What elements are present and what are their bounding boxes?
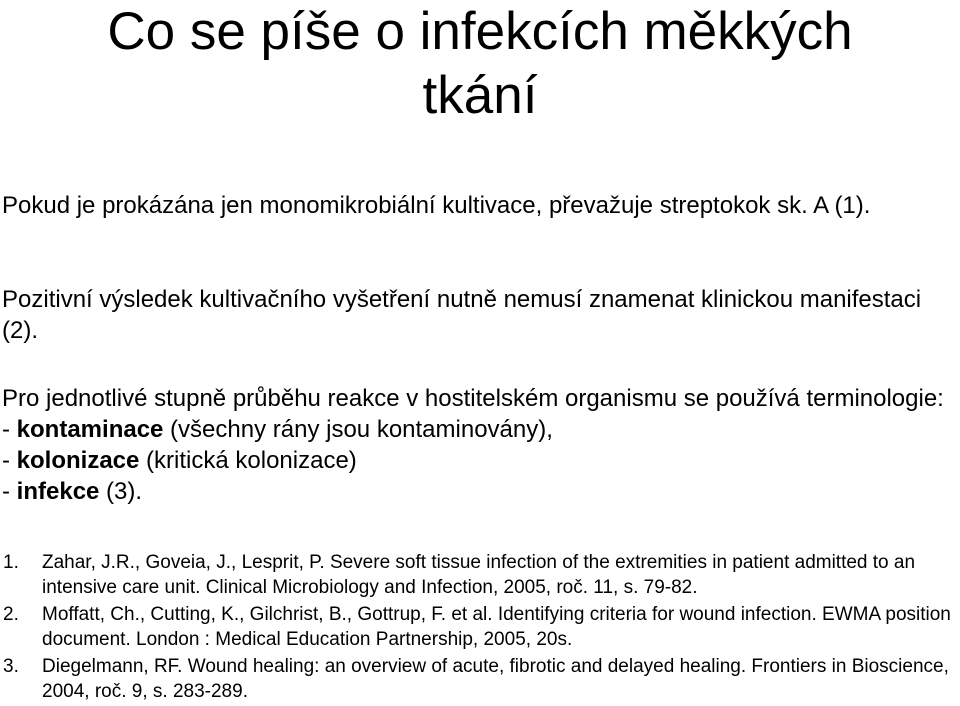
term-line-infection — [2, 476, 952, 507]
term-description: (kritická kolonizace) — [139, 447, 357, 474]
reference-item — [3, 655, 953, 704]
term-prefix: - — [2, 447, 17, 474]
reference-text: Diegelmann, RF. Wound healing: an overview of acute, fibrotic and delayed healing. Frontiers in Bioscience, 2004, roč. 9, s. 283-289. — [42, 656, 949, 702]
reference-list — [3, 551, 953, 704]
term-prefix: - — [2, 416, 17, 443]
reference-item — [3, 551, 953, 600]
reference-text: Zahar, J.R., Goveia, J., Lesprit, P. Severe soft tissue infection of the extremities in patient admitted to an intensive care unit. Clinical Microbiology and Infection, 2005, roč. 11, s. 79-82. — [42, 552, 916, 598]
reference-number: 2. — [3, 604, 19, 625]
term-infection: infekce — [16, 478, 100, 505]
term-prefix: - — [2, 478, 17, 505]
reference-number: 1. — [3, 552, 19, 573]
slide-title — [0, 0, 960, 128]
paragraph-culture-result: Pozitivní výsledek kultivačního vyšetření nutně nemusí znamenat klinickou manifestaci (2). — [2, 286, 922, 344]
reference-item — [3, 603, 953, 652]
paragraph-terminology — [2, 383, 952, 507]
terminology-intro: Pro jednotlivé stupně průběhu reakce v hostitelském organismu se používá terminologie: — [2, 385, 944, 412]
term-line-contamination — [2, 414, 952, 445]
slide-title-line-2: tkání — [422, 66, 538, 125]
reference-number: 3. — [3, 656, 19, 677]
slide-title-line-1: Co se píše o infekcích měkkých — [107, 2, 853, 61]
term-description: (3). — [99, 478, 143, 505]
term-description: (všechny rány jsou kontaminovány), — [163, 416, 553, 443]
term-colonization: kolonizace — [16, 447, 140, 474]
reference-text: Moffatt, Ch., Cutting, K., Gilchrist, B., Gottrup, F. et al. Identifying criteria for wound infection. EWMA position document. London : Medical Education Partnership, 2005, 20s. — [42, 604, 951, 650]
term-line-colonization — [2, 445, 952, 476]
paragraph-streptococcus: Pokud je prokázána jen monomikrobiální kultivace, převažuje streptokok sk. A (1). — [2, 192, 871, 219]
term-contamination: kontaminace — [16, 416, 164, 443]
